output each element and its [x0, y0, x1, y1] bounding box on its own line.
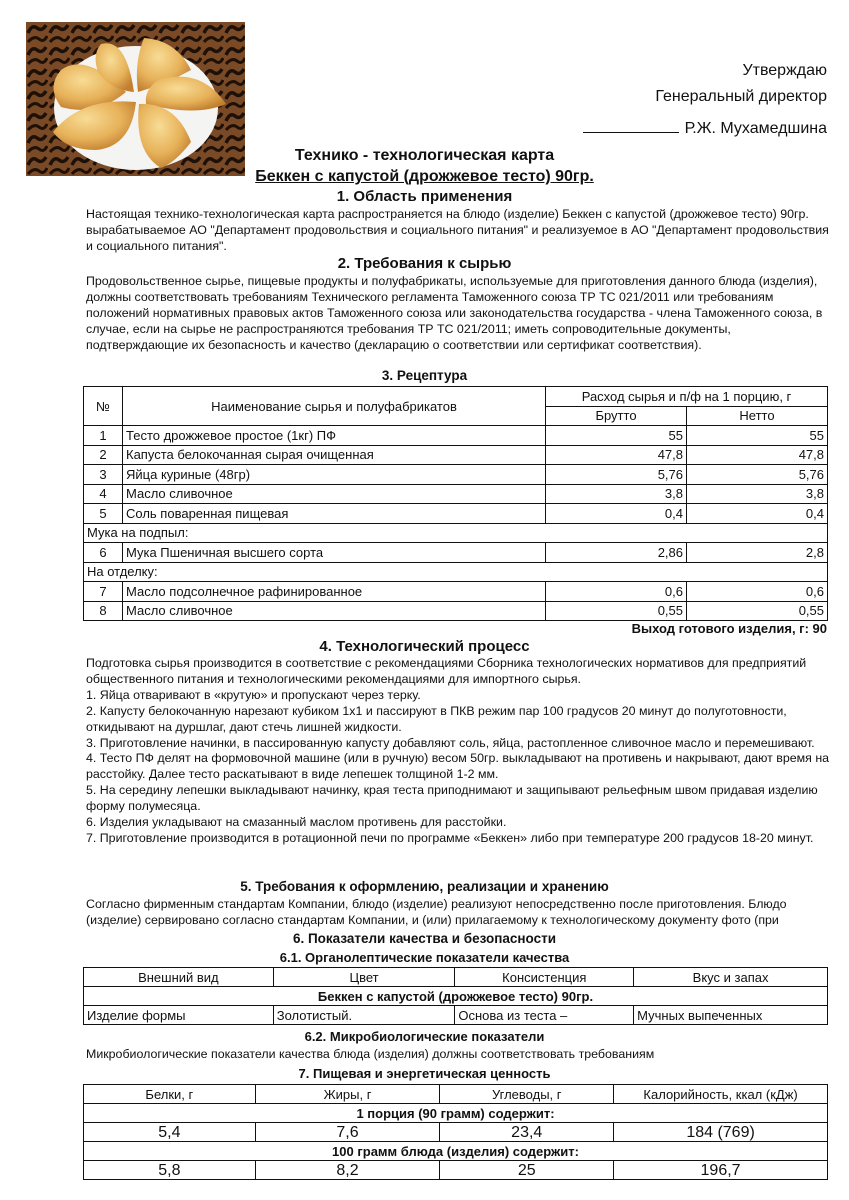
row-name: Соль поваренная пищевая — [123, 504, 546, 524]
per100-carbs: 25 — [440, 1161, 614, 1180]
row-net: 5,76 — [687, 465, 828, 485]
row-net: 47,8 — [687, 445, 828, 465]
table-row — [84, 484, 828, 504]
per100-calories: 196,7 — [614, 1161, 828, 1180]
row-num: 2 — [84, 445, 123, 465]
table-row — [84, 1123, 828, 1142]
row-net: 2,8 — [687, 543, 828, 563]
row-gross: 47,8 — [546, 445, 687, 465]
row-gross: 0,55 — [546, 601, 687, 621]
row-num: 8 — [84, 601, 123, 621]
row-num: 1 — [84, 426, 123, 446]
per100-label-row — [84, 1142, 828, 1161]
table-row — [84, 445, 828, 465]
row-num: 4 — [84, 484, 123, 504]
section6-2-text: Микробиологические показатели качества блюда (изделия) должны соответствовать требованиям — [86, 1047, 655, 1061]
recipe-table — [83, 386, 828, 621]
column-header-color: Цвет — [273, 968, 455, 987]
product-name: Беккен с капустой (дрожжевое тесто) 90гр. — [84, 987, 828, 1006]
row-net: 3,8 — [687, 484, 828, 504]
process-step: 2. Капусту белокочанную нарезают кубиком 1х1 и пассируют в ПКВ режим пар 100 градусов 20 минут до полуготовности, откидывают на дуршлаг, дают стечь лишней жидкости. — [86, 703, 787, 734]
column-header-name: Наименование сырья и полуфабрикатов — [123, 387, 546, 426]
table-row — [84, 1006, 828, 1025]
row-net: 0,4 — [687, 504, 828, 524]
row-gross: 0,6 — [546, 582, 687, 602]
table-row — [84, 543, 828, 563]
row-net: 55 — [687, 426, 828, 446]
approval-label: Утверждаю — [742, 62, 827, 79]
section5-heading: 5. Требования к оформлению, реализации и хранению — [240, 879, 609, 894]
row-net: 0,55 — [687, 601, 828, 621]
consistency-value: Основа из теста – — [455, 1006, 634, 1025]
column-header-net: Нетто — [687, 406, 828, 426]
row-name: Масло подсолнечное рафинированное — [123, 582, 546, 602]
document-title: Технико - технологическая карта — [294, 147, 555, 164]
row-name: Тесто дрожжевое простое (1кг) ПФ — [123, 426, 546, 446]
row-num: 6 — [84, 543, 123, 563]
column-header-consistency: Консистенция — [455, 968, 634, 987]
process-step: 5. На середину лепешки выкладывают начинку, края теста приподнимают и защипывают рельефным швом придавая изделию форму полумесяца. — [86, 783, 818, 814]
yield-label: Выход готового изделия, г: 90 — [631, 621, 827, 636]
section4-body — [86, 656, 831, 847]
process-step: 6. Изделия укладывают на смазанный маслом противень для расстойки. — [86, 815, 507, 830]
signature-line — [583, 118, 679, 133]
column-header-taste: Вкус и запах — [634, 968, 828, 987]
per100-label: 100 грамм блюда (изделия) содержит: — [84, 1142, 828, 1161]
column-header-consumption: Расход сырья и п/ф на 1 порцию, г — [546, 387, 828, 407]
portion-calories: 184 (769) — [614, 1123, 828, 1142]
appearance-value: Изделие формы — [84, 1006, 274, 1025]
per100-fat: 8,2 — [255, 1161, 440, 1180]
section7-heading: 7. Пищевая и энергетическая ценность — [298, 1066, 551, 1081]
table-row — [84, 465, 828, 485]
row-num: 3 — [84, 465, 123, 485]
dish-title — [0, 168, 849, 186]
column-header-protein: Белки, г — [84, 1085, 256, 1104]
group-label: Мука на подпыл: — [84, 523, 828, 543]
row-name: Мука Пшеничная высшего сорта — [123, 543, 546, 563]
table-row — [84, 601, 828, 621]
process-step: 7. Приготовление производится в ротационной печи по программе «Беккен» либо при температуре 200 градусов 18-20 минут. — [86, 830, 814, 845]
nutrition-table — [83, 1084, 828, 1180]
column-header-appearance: Внешний вид — [84, 968, 274, 987]
portion-fat: 7,6 — [255, 1123, 440, 1142]
process-intro: Подготовка сырья производится в соответствие с рекомендациями Сборника технологических нормативов для предприятий общественного питания и технологическими рекомендациями для импортного сырья. — [86, 656, 807, 686]
column-header-fat: Жиры, г — [255, 1085, 440, 1104]
organoleptic-header-row — [84, 968, 828, 987]
process-step: 3. Приготовление начинки, в пассированную капусту добавляют соль, яйца, растопленное сливочное масло и перемешивают. — [86, 735, 815, 750]
taste-value: Мучных выпеченных — [634, 1006, 828, 1025]
portion-label: 1 порция (90 грамм) содержит: — [84, 1104, 828, 1123]
section2-heading: 2. Требования к сырью — [337, 255, 512, 272]
process-step: 1. Яйца отваривают в «крутую» и пропускают через терку. — [86, 687, 421, 702]
table-row — [84, 504, 828, 524]
column-header-num: № — [84, 387, 123, 426]
row-num: 7 — [84, 582, 123, 602]
section2-text: Продовольственное сырье, пищевые продукты и полуфабрикаты, используемые для приготовления данного блюда (изделия), должны соответствовать требованиям Технического регламента Таможенного союза ТР ТС 021/2011 или требованиям положений нормативных правовых актов Таможенного союза или законодательства государства - члена Таможенного союза, в случае, если на сырье не распространяются требования ТР ТС 021/2011; иметь сопроводительные документы, подтверждающие их безопасность и качество (декларацию о соответствии или сертификат соответствия). — [86, 274, 823, 352]
section5-text: Согласно фирменным стандартам Компании, блюдо (изделие) реализуют непосредственно после приготовления. Блюдо (изделие) сервировано согласно стандартам Компании, и (или) прилагаемому к технологическому документу фото (при — [86, 897, 787, 927]
column-header-gross: Брутто — [546, 406, 687, 426]
table-group-row — [84, 523, 828, 543]
table-row — [84, 582, 828, 602]
row-name: Масло сливочное — [123, 484, 546, 504]
approval-signature — [583, 118, 827, 138]
table-group-row — [84, 562, 828, 582]
section6-1-heading: 6.1. Органолептические показатели качества — [279, 950, 570, 965]
row-name: Масло сливочное — [123, 601, 546, 621]
section4-heading: 4. Технологический процесс — [319, 638, 530, 655]
row-num: 5 — [84, 504, 123, 524]
section1-heading: 1. Область применения — [336, 188, 513, 205]
section6-2-heading: 6.2. Микробиологические показатели — [304, 1029, 545, 1044]
row-name: Капуста белокочанная сырая очищенная — [123, 445, 546, 465]
dish-name: Беккен с капустой (дрожжевое тесто) 90гр. — [255, 168, 594, 185]
row-gross: 55 — [546, 426, 687, 446]
approval-position: Генеральный директор — [655, 88, 827, 105]
recipe-header-row — [84, 387, 828, 407]
process-step: 4. Тесто ПФ делят на формовочной машине (или в ручную) весом 50гр. выкладывают на противень и накрывают, дают время на расстойку. Далее тесто раскатывают в виде лепешек толщиной 1-2 мм. — [86, 751, 830, 782]
color-value: Золотистый. — [273, 1006, 455, 1025]
organoleptic-table — [83, 967, 828, 1025]
table-row — [84, 426, 828, 446]
section3-heading: 3. Рецептура — [381, 368, 468, 383]
column-header-calories: Калорийность, ккал (кДж) — [614, 1085, 828, 1104]
row-gross: 3,8 — [546, 484, 687, 504]
signer-name: Р.Ж. Мухамедшина — [684, 120, 827, 137]
nutrition-header-row — [84, 1085, 828, 1104]
portion-protein: 5,4 — [84, 1123, 256, 1142]
portion-carbs: 23,4 — [440, 1123, 614, 1142]
organoleptic-product-row — [84, 987, 828, 1006]
row-gross: 2,86 — [546, 543, 687, 563]
table-row — [84, 1161, 828, 1180]
row-gross: 5,76 — [546, 465, 687, 485]
column-header-carbs: Углеводы, г — [440, 1085, 614, 1104]
section1-text: Настоящая технико-технологическая карта распространяется на блюдо (изделие) Беккен с капустой (дрожжевое тесто) 90гр. вырабатываемое АО "Департамент продовольствия и социального питания" и реализуемое в АО "Департамент продовольствия и социального питания". — [86, 207, 829, 253]
row-name: Яйца куриные (48гр) — [123, 465, 546, 485]
section6-heading: 6. Показатели качества и безопасности — [292, 931, 557, 946]
row-net: 0,6 — [687, 582, 828, 602]
per100-protein: 5,8 — [84, 1161, 256, 1180]
row-gross: 0,4 — [546, 504, 687, 524]
portion-label-row — [84, 1104, 828, 1123]
group-label: На отделку: — [84, 562, 828, 582]
